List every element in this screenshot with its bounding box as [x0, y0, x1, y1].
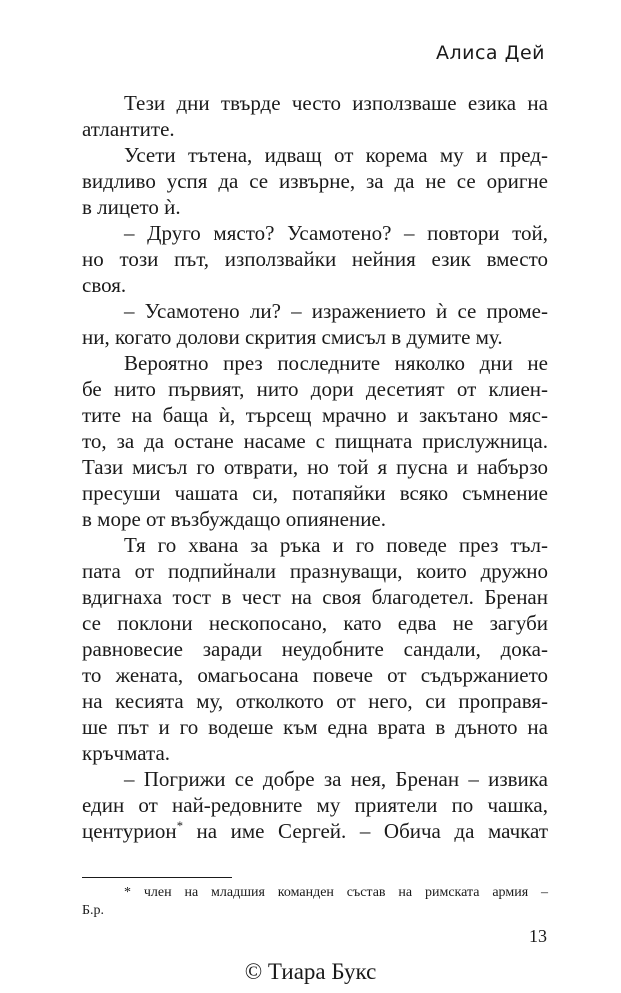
text-line: кръчмата. — [82, 741, 171, 765]
text-line: в море от възбуждащо опиянение. — [82, 507, 387, 531]
footnote-divider — [82, 877, 232, 878]
text-line: Тези дни твърде често използваше езика на — [124, 91, 548, 115]
text-line-with-footnote — [82, 818, 548, 844]
body-text — [82, 90, 548, 844]
text-line: вдигнаха тост в чест на своя благодетел. Бренан — [82, 585, 548, 609]
text-line: Усети тътена, идващ от корема му и пред- — [124, 143, 548, 167]
footnote-line: Б.р. — [82, 903, 105, 918]
text-line: в лицето ѝ. — [82, 195, 181, 219]
footnote-line: * член на младшия команден състав на римската армия – — [124, 885, 548, 900]
copyright-notice: © Тиара Букс — [244, 959, 377, 984]
footnote — [82, 884, 548, 920]
text-line: – Усамотено ли? – изражението ѝ се проме- — [124, 299, 548, 323]
text-line: пата от подпийнали празнуващи, които дружно — [82, 559, 548, 583]
text-line: – Друго място? Усамотено? – повтори той, — [124, 221, 548, 245]
text-line: пресуши чашата си, потапяйки всяко съмнение — [82, 481, 548, 505]
text-line: но този път, използвайки нейния език вместо — [82, 247, 548, 271]
text-line: бе нито първият, нито дори десетият от клиен- — [82, 377, 548, 401]
text-line: ше път и го водеше към една врата в дъното на — [82, 715, 548, 739]
text-line: – Погрижи се добре за нея, Бренан – извика — [124, 767, 548, 791]
text-line: ни, когато долови скрития смисъл в думите му. — [82, 325, 503, 349]
text-line: Вероятно през последните няколко дни не — [124, 351, 548, 375]
footnote-term-continuation: на име Сергей. – Обича да мачкат — [196, 819, 549, 843]
text-line: на кесията му, отколкото от него, си проправя- — [82, 689, 548, 713]
text-line: равновесие заради неудобните сандали, дока- — [82, 637, 548, 661]
text-line: Тя го хвана за ръка и го поведе през тъл- — [124, 533, 548, 557]
running-head-author: Алиса Дей — [436, 42, 545, 64]
footnote-term: центурион — [82, 819, 177, 843]
text-line: един от най-редовните му приятели по чашка, — [82, 793, 548, 817]
text-line: атлантите. — [82, 117, 175, 141]
text-line: видливо успя да се извърне, за да не се оригне — [82, 169, 548, 193]
text-line: тите на баща ѝ, търсещ мрачно и закътано мяс- — [82, 403, 548, 427]
page-number: 13 — [529, 926, 547, 946]
text-line: то жената, омагьосана повече от съдържанието — [82, 663, 548, 687]
footnote-marker: * — [176, 819, 183, 833]
text-line: Тази мисъл го отврати, но той я пусна и набързо — [82, 455, 548, 479]
text-line: своя. — [82, 273, 127, 297]
text-line: то, за да остане насаме с пищната прислужница. — [82, 429, 548, 453]
text-line: се поклони нескопосано, като едва не загуби — [82, 611, 548, 635]
